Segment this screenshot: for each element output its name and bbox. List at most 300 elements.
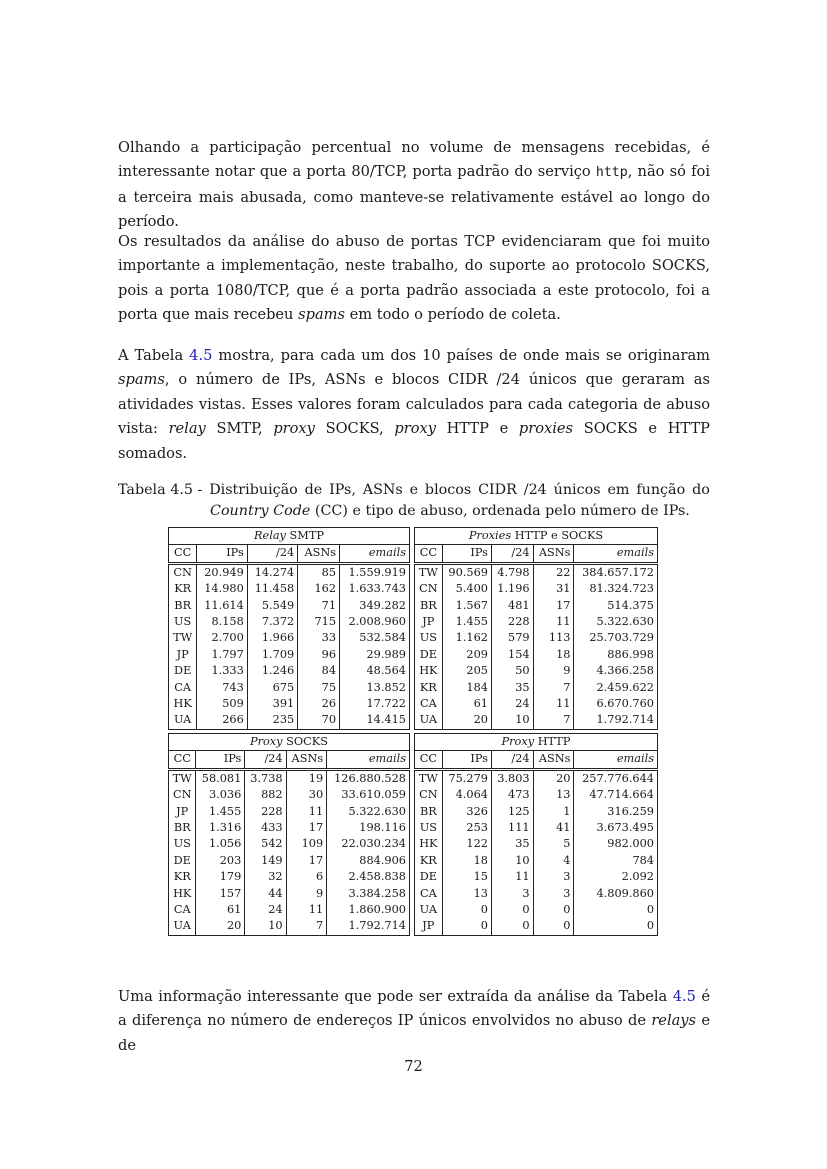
paragraph-port-80 — [118, 136, 710, 235]
cell-24: 882 — [245, 787, 286, 803]
cell-asns: 75 — [298, 680, 340, 696]
column-header-24: /24 — [491, 751, 533, 769]
emphasis-relays: relays — [651, 1012, 697, 1030]
caption-word: únicos — [553, 482, 601, 498]
table-row — [415, 598, 658, 614]
table-row — [169, 918, 410, 935]
cell-24: 228 — [245, 804, 286, 820]
cell-emails: 784 — [574, 853, 658, 869]
cell-ips: 4.064 — [442, 787, 491, 803]
cell-cc: KR — [169, 869, 196, 885]
table-row — [169, 598, 410, 614]
table-row — [415, 804, 658, 820]
caption-word: /24 — [523, 482, 547, 498]
table-title — [415, 528, 658, 545]
cell-ips: 509 — [197, 696, 247, 712]
cell-asns: 162 — [298, 581, 340, 597]
cell-cc: BR — [415, 598, 443, 614]
cell-cc: TW — [415, 563, 443, 581]
table-title-em: Relay — [254, 529, 286, 542]
cell-asns: 71 — [298, 598, 340, 614]
cell-ips: 122 — [442, 836, 491, 852]
cell-ips: 3.036 — [196, 787, 245, 803]
table-title-rest: SMTP — [285, 529, 324, 542]
cell-cc: JP — [169, 804, 196, 820]
cell-24: 125 — [491, 804, 533, 820]
table-title-rest: HTTP e SOCKS — [511, 529, 604, 542]
table-row — [169, 696, 410, 712]
cell-ips: 1.316 — [196, 820, 245, 836]
cell-asns: 0 — [533, 902, 574, 918]
cell-ips: 61 — [196, 902, 245, 918]
cell-emails: 0 — [574, 902, 658, 918]
caption-word: e — [409, 482, 419, 498]
table-row — [169, 647, 410, 663]
table-proxy-http — [414, 733, 658, 936]
table-proxy-socks — [168, 733, 410, 936]
cell-cc: DE — [415, 647, 443, 663]
column-header-asns: ASNs — [286, 751, 327, 769]
paragraph-table-intro — [118, 344, 710, 466]
cell-cc: CA — [415, 696, 443, 712]
emphasis-relay: relay — [168, 420, 206, 438]
column-header-cc: CC — [169, 545, 197, 563]
cell-cc: UA — [415, 712, 443, 729]
table-row — [415, 787, 658, 803]
table-relay-smtp — [168, 527, 410, 730]
cell-emails: 29.989 — [340, 647, 410, 663]
cell-24: 10 — [491, 853, 533, 869]
table-row — [415, 712, 658, 729]
cell-asns: 85 — [298, 563, 340, 581]
cell-asns: 715 — [298, 614, 340, 630]
cell-ips: 179 — [196, 869, 245, 885]
table-row — [415, 630, 658, 646]
table-reference-link[interactable]: 4.5 — [189, 347, 213, 364]
cell-emails: 886.998 — [574, 647, 658, 663]
column-header-emails: emails — [574, 751, 658, 769]
cell-cc: CN — [415, 581, 443, 597]
column-header-asns: ASNs — [533, 751, 574, 769]
cell-emails: 2.092 — [574, 869, 658, 885]
cell-24: 0 — [491, 918, 533, 935]
cell-ips: 8.158 — [197, 614, 247, 630]
table-row — [415, 918, 658, 935]
column-header-cc: CC — [169, 751, 196, 769]
column-header-cc: CC — [415, 751, 443, 769]
cell-cc: CA — [169, 680, 197, 696]
cell-24: 1.966 — [247, 630, 297, 646]
cell-24: 0 — [491, 902, 533, 918]
cell-cc: CN — [169, 787, 196, 803]
cell-24: 32 — [245, 869, 286, 885]
table-row — [415, 853, 658, 869]
table-reference-link[interactable]: 4.5 — [672, 988, 696, 1005]
cell-24: 10 — [491, 712, 533, 729]
cell-ips: 18 — [442, 853, 491, 869]
paragraph-socks-importance — [118, 230, 710, 328]
cell-ips: 20.949 — [197, 563, 247, 581]
cell-emails: 532.584 — [340, 630, 410, 646]
cell-cc: BR — [415, 804, 443, 820]
paragraph-text: A Tabela — [118, 347, 190, 364]
cell-emails: 6.670.760 — [574, 696, 658, 712]
caption-word: IPs, — [329, 482, 356, 498]
emphasis-proxy: proxy — [273, 420, 315, 438]
cell-asns: 70 — [298, 712, 340, 729]
cell-cc: JP — [415, 918, 443, 935]
column-header-cc: CC — [415, 545, 443, 563]
cell-asns: 33 — [298, 630, 340, 646]
table-title-em: Proxy — [250, 735, 283, 748]
cell-asns: 0 — [533, 918, 574, 935]
cell-cc: CN — [169, 563, 197, 581]
cell-asns: 3 — [533, 886, 574, 902]
cell-ips: 253 — [442, 820, 491, 836]
table-row — [169, 804, 410, 820]
cell-emails: 1.792.714 — [327, 918, 410, 935]
table-row — [169, 712, 410, 729]
table-row — [415, 820, 658, 836]
cell-24: 3.803 — [491, 769, 533, 787]
code-http: http — [595, 165, 628, 181]
cell-24: 4.798 — [491, 563, 533, 581]
table-title — [169, 734, 410, 751]
cell-asns: 3 — [533, 869, 574, 885]
table-row — [415, 680, 658, 696]
cell-24: 473 — [491, 787, 533, 803]
cell-24: 481 — [491, 598, 533, 614]
cell-ips: 1.333 — [197, 663, 247, 679]
cell-cc: HK — [415, 836, 443, 852]
table-row — [415, 581, 658, 597]
caption-line-2 — [118, 501, 710, 522]
cell-cc: US — [169, 836, 196, 852]
cell-24: 10 — [245, 918, 286, 935]
cell-asns: 11 — [286, 804, 327, 820]
cell-emails: 2.008.960 — [340, 614, 410, 630]
paragraph-text: Olhando a participação percentual no volume de mensagens recebidas, é interessante notar que a porta 80/TCP, porta padrão do serviço — [118, 139, 710, 181]
caption-word: de — [304, 482, 323, 498]
cell-ips: 157 — [196, 886, 245, 902]
column-header-ips: IPs — [197, 545, 247, 563]
cell-24: 391 — [247, 696, 297, 712]
caption-text: (CC) e tipo de abuso, ordenada pelo número de IPs. — [310, 503, 690, 519]
cell-24: 3 — [491, 886, 533, 902]
table-row — [169, 769, 410, 787]
caption-word: blocos — [424, 482, 472, 498]
caption-word: Distribuição — [209, 482, 298, 498]
cell-ips: 205 — [442, 663, 491, 679]
cell-asns: 22 — [533, 563, 574, 581]
cell-24: 1.709 — [247, 647, 297, 663]
table-row — [169, 663, 410, 679]
cell-ips: 14.980 — [197, 581, 247, 597]
cell-asns: 96 — [298, 647, 340, 663]
cell-emails: 198.116 — [327, 820, 410, 836]
table-title — [415, 734, 658, 751]
cell-24: 149 — [245, 853, 286, 869]
column-header-emails: emails — [327, 751, 410, 769]
cell-24: 35 — [491, 680, 533, 696]
cell-24: 11.458 — [247, 581, 297, 597]
cell-cc: US — [169, 614, 197, 630]
table-row — [169, 787, 410, 803]
cell-emails: 47.714.664 — [574, 787, 658, 803]
cell-ips: 5.400 — [442, 581, 491, 597]
cell-ips: 75.279 — [442, 769, 491, 787]
cell-emails: 514.375 — [574, 598, 658, 614]
cell-ips: 20 — [442, 712, 491, 729]
cell-24: 44 — [245, 886, 286, 902]
cell-emails: 81.324.723 — [574, 581, 658, 597]
cell-24: 675 — [247, 680, 297, 696]
table-row — [415, 769, 658, 787]
cell-ips: 11.614 — [197, 598, 247, 614]
cell-ips: 13 — [442, 886, 491, 902]
cell-asns: 17 — [286, 820, 327, 836]
cell-asns: 6 — [286, 869, 327, 885]
column-header-24: /24 — [491, 545, 533, 563]
caption-line-1 — [118, 480, 710, 501]
cell-ips: 1.056 — [196, 836, 245, 852]
cell-emails: 3.673.495 — [574, 820, 658, 836]
cell-24: 111 — [491, 820, 533, 836]
cell-asns: 113 — [533, 630, 574, 646]
column-header-ips: IPs — [196, 751, 245, 769]
cell-ips: 743 — [197, 680, 247, 696]
column-header-asns: ASNs — [298, 545, 340, 563]
emphasis-proxies: proxies — [518, 420, 574, 438]
caption-word: em — [607, 482, 630, 498]
cell-ips: 1.455 — [442, 614, 491, 630]
table-row — [415, 614, 658, 630]
cell-cc: US — [415, 820, 443, 836]
cell-emails: 33.610.059 — [327, 787, 410, 803]
paragraph-text: Uma informação interessante que pode ser extraída da análise da Tabela — [118, 988, 673, 1005]
cell-asns: 18 — [533, 647, 574, 663]
column-header-emails: emails — [340, 545, 410, 563]
table-row — [415, 869, 658, 885]
paragraph-text: SMTP, — [205, 420, 274, 438]
table-row — [415, 902, 658, 918]
cell-ips: 1.567 — [442, 598, 491, 614]
paragraph-text: SOCKS e HTTP somados. — [118, 420, 710, 462]
page-number: 72 — [404, 1058, 423, 1075]
cell-cc: HK — [169, 696, 197, 712]
paragraph-analysis — [118, 985, 710, 1058]
cell-asns: 26 — [298, 696, 340, 712]
column-header-24: /24 — [245, 751, 286, 769]
table-row — [169, 869, 410, 885]
cell-asns: 17 — [533, 598, 574, 614]
paragraph-text: Os resultados da análise do abuso de portas TCP evidenciaram que foi muito importante a implementação, neste trabalho, do suporte ao protocolo SOCKS, pois a porta 1080/TCP, que é a porta padrão associada a este protocolo, foi a porta que mais recebeu — [118, 233, 710, 324]
cell-asns: 41 — [533, 820, 574, 836]
cell-asns: 13 — [533, 787, 574, 803]
caption-word: função — [636, 482, 686, 498]
cell-cc: DE — [169, 853, 196, 869]
table-row — [169, 581, 410, 597]
cell-cc: KR — [415, 853, 443, 869]
cell-24: 154 — [491, 647, 533, 663]
cell-ips: 209 — [442, 647, 491, 663]
cell-24: 579 — [491, 630, 533, 646]
cell-emails: 0 — [574, 918, 658, 935]
cell-asns: 17 — [286, 853, 327, 869]
column-header-24: /24 — [247, 545, 297, 563]
table-row — [169, 902, 410, 918]
table-row — [415, 563, 658, 581]
cell-asns: 7 — [286, 918, 327, 935]
cell-asns: 84 — [298, 663, 340, 679]
column-header-emails: emails — [574, 545, 658, 563]
table-title-rest: SOCKS — [282, 735, 328, 748]
cell-cc: UA — [415, 902, 443, 918]
cell-ips: 184 — [442, 680, 491, 696]
table-row — [169, 836, 410, 852]
cell-emails: 3.384.258 — [327, 886, 410, 902]
paragraph-text: é a diferença no número de endereços IP únicos envolvidos no abuso de — [118, 988, 710, 1030]
cell-24: 235 — [247, 712, 297, 729]
column-header-asns: ASNs — [533, 545, 574, 563]
table-row — [169, 820, 410, 836]
cell-emails: 2.458.838 — [327, 869, 410, 885]
table-row — [169, 886, 410, 902]
cell-asns: 9 — [533, 663, 574, 679]
cell-24: 24 — [491, 696, 533, 712]
cell-emails: 4.809.860 — [574, 886, 658, 902]
cell-emails: 22.030.234 — [327, 836, 410, 852]
cell-cc: BR — [169, 820, 196, 836]
paragraph-text: , não só foi a terceira mais abusada, como manteve-se relativamente estável ao longo do período. — [118, 163, 710, 231]
paragraph-text: e de — [118, 1012, 710, 1054]
cell-cc: JP — [169, 647, 197, 663]
table-row — [169, 853, 410, 869]
cell-emails: 982.000 — [574, 836, 658, 852]
cell-emails: 1.792.714 — [574, 712, 658, 729]
cell-cc: HK — [415, 663, 443, 679]
table-row — [169, 563, 410, 581]
cell-emails: 1.633.743 — [340, 581, 410, 597]
caption-word: CIDR — [478, 482, 517, 498]
table-row — [415, 663, 658, 679]
cell-24: 11 — [491, 869, 533, 885]
emphasis-spams: spams — [298, 306, 345, 324]
cell-emails: 5.322.630 — [327, 804, 410, 820]
cell-asns: 109 — [286, 836, 327, 852]
cell-asns: 5 — [533, 836, 574, 852]
cell-ips: 0 — [442, 918, 491, 935]
cell-cc: UA — [169, 712, 197, 729]
table-row — [169, 630, 410, 646]
caption-word: ASNs — [362, 482, 403, 498]
cell-24: 50 — [491, 663, 533, 679]
emphasis-proxy: proxy — [394, 420, 436, 438]
cell-cc: DE — [415, 869, 443, 885]
cell-24: 542 — [245, 836, 286, 852]
cell-cc: KR — [169, 581, 197, 597]
column-header-ips: IPs — [442, 751, 491, 769]
cell-asns: 1 — [533, 804, 574, 820]
cell-ips: 0 — [442, 902, 491, 918]
cell-ips: 90.569 — [442, 563, 491, 581]
table-title-rest: HTTP — [534, 735, 571, 748]
paragraph-text: , o número de IPs, ASNs e blocos CIDR /24 únicos que geraram as atividades vistas. Esses valores foram calculados para cada categoria de abuso vista: — [118, 371, 710, 438]
caption-emphasis: Country Code — [210, 503, 311, 519]
cell-cc: CA — [169, 902, 196, 918]
cell-cc: CA — [415, 886, 443, 902]
table-row — [415, 696, 658, 712]
table-row — [415, 647, 658, 663]
table-proxies-http-socks — [414, 527, 658, 730]
table-title-em: Proxy — [501, 735, 535, 748]
cell-emails: 2.459.622 — [574, 680, 658, 696]
table-caption — [118, 480, 710, 522]
cell-emails: 884.906 — [327, 853, 410, 869]
table-title — [169, 528, 410, 545]
paragraph-text: SOCKS, — [314, 420, 395, 438]
cell-ips: 326 — [442, 804, 491, 820]
table-title-em: Proxies — [468, 529, 512, 542]
cell-ips: 1.162 — [442, 630, 491, 646]
paragraph-text: em todo o período de coleta. — [344, 306, 561, 324]
table-row — [169, 680, 410, 696]
cell-emails: 1.860.900 — [327, 902, 410, 918]
cell-24: 5.549 — [247, 598, 297, 614]
cell-cc: KR — [415, 680, 443, 696]
cell-24: 1.246 — [247, 663, 297, 679]
caption-word: do — [692, 482, 710, 498]
cell-24: 24 — [245, 902, 286, 918]
paragraph-text: HTTP e — [435, 420, 519, 438]
cell-cc: BR — [169, 598, 197, 614]
cell-asns: 30 — [286, 787, 327, 803]
cell-asns: 11 — [533, 696, 574, 712]
paragraph-text: mostra, para cada um dos 10 países de onde mais se originaram — [212, 347, 710, 364]
cell-asns: 9 — [286, 886, 327, 902]
cell-emails: 316.259 — [574, 804, 658, 820]
cell-emails: 13.852 — [340, 680, 410, 696]
cell-24: 35 — [491, 836, 533, 852]
cell-asns: 7 — [533, 712, 574, 729]
cell-24: 228 — [491, 614, 533, 630]
cell-asns: 11 — [533, 614, 574, 630]
cell-cc: TW — [169, 769, 196, 787]
emphasis-spams: spams — [118, 371, 165, 389]
cell-ips: 266 — [197, 712, 247, 729]
cell-cc: HK — [169, 886, 196, 902]
cell-24: 1.196 — [491, 581, 533, 597]
cell-cc: TW — [169, 630, 197, 646]
cell-asns: 7 — [533, 680, 574, 696]
cell-24: 7.372 — [247, 614, 297, 630]
cell-24: 3.738 — [245, 769, 286, 787]
cell-emails: 25.703.729 — [574, 630, 658, 646]
table-row — [169, 614, 410, 630]
cell-emails: 1.559.919 — [340, 563, 410, 581]
cell-asns: 20 — [533, 769, 574, 787]
caption-label: Tabela 4.5 - — [118, 482, 203, 498]
cell-emails: 126.880.528 — [327, 769, 410, 787]
cell-ips: 20 — [196, 918, 245, 935]
table-row — [415, 836, 658, 852]
cell-emails: 384.657.172 — [574, 563, 658, 581]
cell-emails: 17.722 — [340, 696, 410, 712]
cell-emails: 349.282 — [340, 598, 410, 614]
cell-24: 14.274 — [247, 563, 297, 581]
cell-emails: 14.415 — [340, 712, 410, 729]
cell-ips: 58.081 — [196, 769, 245, 787]
